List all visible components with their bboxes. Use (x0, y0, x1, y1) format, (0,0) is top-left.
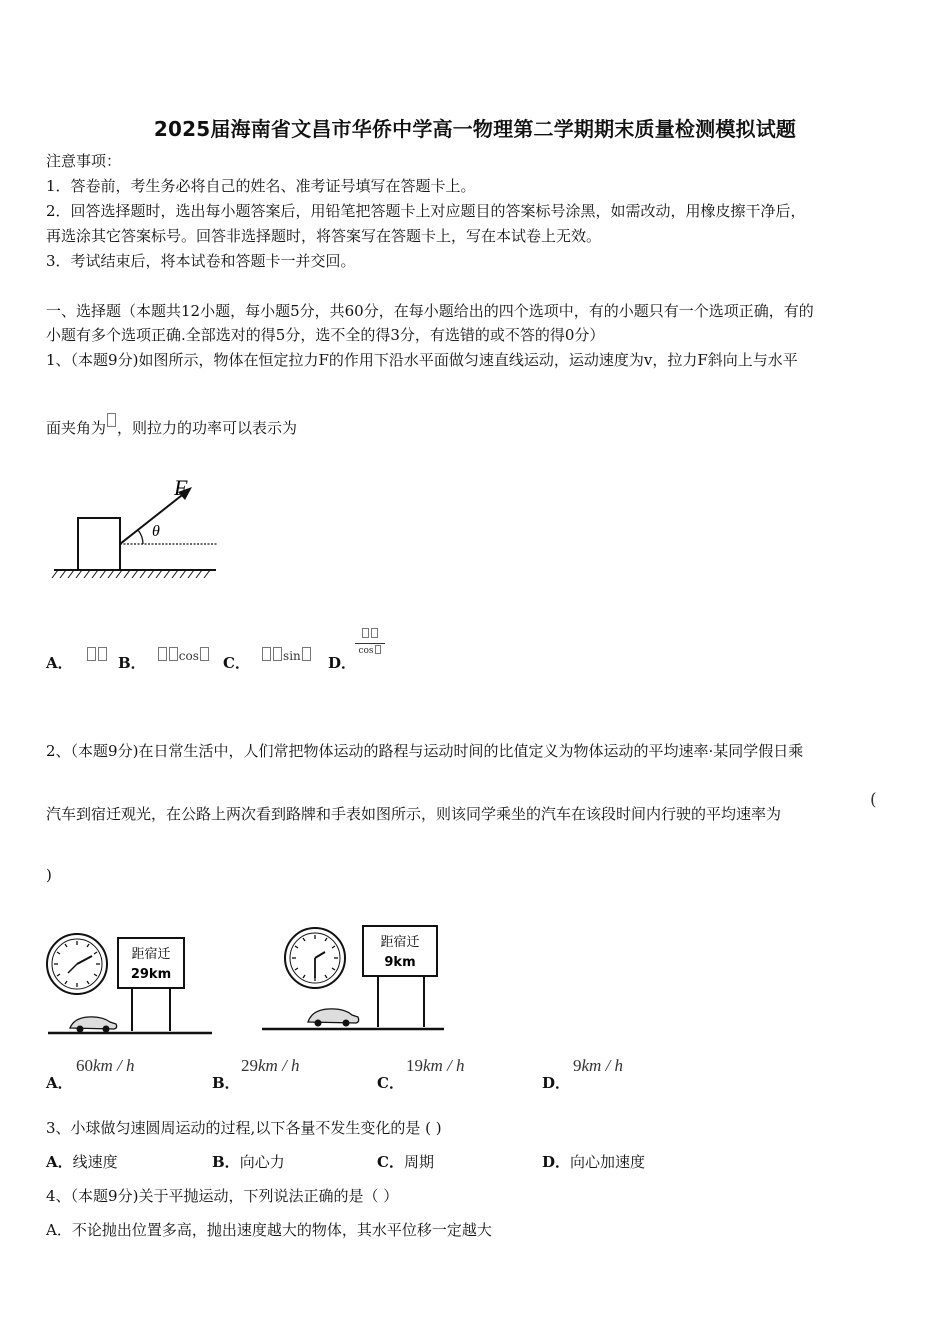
q2-option-d-value: 9km / h (573, 1056, 624, 1075)
ground-hatching (52, 570, 210, 578)
q1-stem: 1、（本题9分)如图所示，物体在恒定拉力F的作用下沿水平面做匀速直线运动，运动速度为v，拉力F斜向上与水平 (46, 351, 798, 369)
angle-label: θ (152, 523, 160, 540)
q3-option-d[interactable]: D．向心加速度 (542, 1153, 646, 1171)
block (78, 518, 120, 570)
q2-paren-open: ( (870, 790, 877, 810)
missing-glyph-icon (107, 413, 116, 427)
option-expr: sin (261, 649, 312, 663)
notice-heading: 注意事项： (46, 152, 122, 170)
q2-option-c-label[interactable]: C． (377, 1074, 404, 1092)
sign-distance: 29km (130, 967, 172, 982)
q1-option-c[interactable] (223, 649, 312, 673)
q2-figure-2 (258, 918, 448, 1040)
notice-item: 再选涂其它答案标号。回答非选择题时，将答案写在答题卡上，写在本试卷上无效。 (46, 227, 602, 245)
force-label: F (174, 475, 188, 500)
q1-stem-a: 面夹角为 (46, 419, 107, 437)
q3-stem: 3、小球做匀速圆周运动的过程,以下各量不发生变化的是 ( ) (46, 1119, 442, 1137)
q3-option-c[interactable]: C．周期 (377, 1153, 434, 1171)
q1-option-a[interactable] (46, 652, 108, 673)
q2-stem-line2: 汽车到宿迁观光，在公路上两次看到路牌和手表如图所示，则该同学乘坐的汽车在该段时间内行驶的平均速率为 (46, 805, 782, 823)
section-instruction: 小题有多个选项正确.全部选对的得5分，选不全的得3分，有选错的或不答的得0分） (46, 326, 605, 344)
q2-option-a-value: 60km / h (76, 1056, 135, 1075)
option-label: C． (223, 654, 250, 672)
option-expr: cos (157, 649, 210, 663)
q3-option-a[interactable]: A．线速度 (46, 1153, 118, 1171)
fraction-denominator: cos (358, 646, 374, 656)
q1-figure-block-force (46, 470, 246, 582)
q3-option-b[interactable]: B．向心力 (212, 1153, 285, 1171)
q1-stem-b: ，则拉力的功率可以表示为 (117, 419, 298, 437)
option-expr (86, 649, 108, 663)
q1-option-d[interactable] (328, 652, 356, 673)
sign-label: 距宿迁 (380, 935, 420, 950)
sign-label: 距宿迁 (131, 947, 171, 962)
q2-option-b-value: 29km / h (241, 1056, 300, 1075)
q1-stem-line2 (46, 413, 297, 439)
section-instruction: 一、选择题（本题共12小题，每小题5分，共60分，在每小题给出的四个选项中，有的小题只有一个选项正确，有的 (46, 302, 814, 320)
q4-stem: 4、（本题9分)关于平抛运动，下列说法正确的是（ ） (46, 1187, 399, 1205)
q2-paren-close: ) (46, 866, 52, 884)
q4-option-a[interactable]: A．不论抛出位置多高，抛出速度越大的物体，其水平位移一定越大 (46, 1221, 492, 1239)
q2-option-d-label[interactable]: D． (542, 1074, 571, 1092)
angle-arc (138, 530, 143, 544)
q1-option-b[interactable] (118, 649, 210, 673)
q2-option-b-label[interactable]: B． (212, 1074, 240, 1092)
q1-option-d-fraction (355, 628, 385, 657)
notice-item: 1．答卷前，考生务必将自己的姓名、准考证号填写在答题卡上。 (46, 177, 476, 195)
option-label: B． (118, 654, 146, 672)
sign-distance: 9km (384, 955, 416, 970)
q2-figure-1 (40, 918, 220, 1040)
page-title: 2025届海南省文昌市华侨中学高一物理第二学期期末质量检测模拟试题 (153, 117, 797, 141)
option-label: D． (328, 654, 357, 672)
option-label: A． (46, 654, 73, 672)
car-icon (70, 1017, 117, 1029)
notice-item: 3．考试结束后，将本试卷和答题卡一并交回。 (46, 252, 356, 270)
q2-option-c-value: 19km / h (406, 1056, 465, 1075)
notice-item: 2．回答选择题时，选出每小题答案后，用铅笔把答题卡上对应题目的答案标号涂黑，如需改动，用橡皮擦干净后， (46, 202, 806, 220)
q2-stem: 2、（本题9分)在日常生活中，人们常把物体运动的路程与运动时间的比值定义为物体运动的平均速率·某同学假日乘 (46, 742, 804, 760)
q2-option-a-label[interactable]: A． (46, 1074, 73, 1092)
